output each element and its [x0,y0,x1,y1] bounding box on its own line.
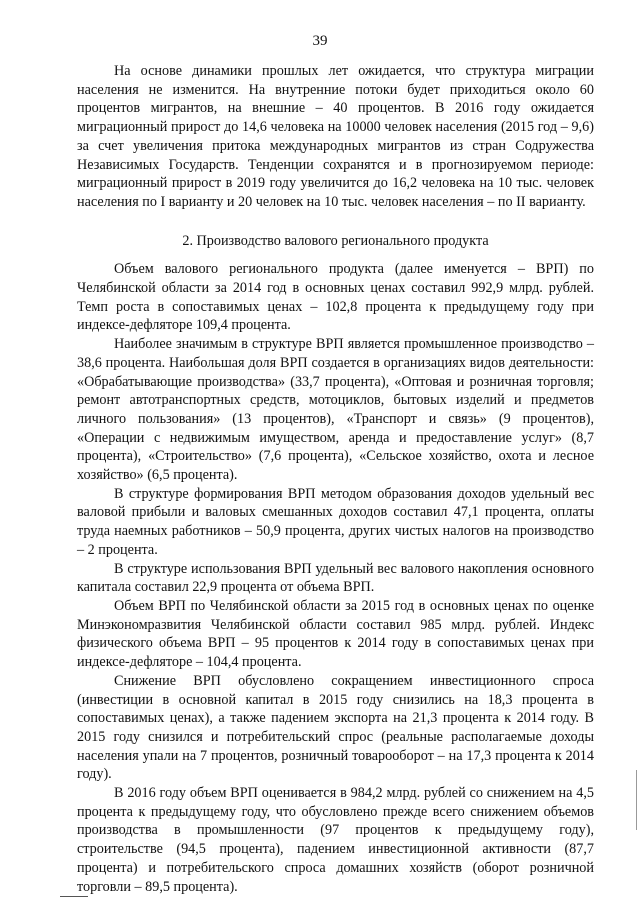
paragraph-grp-income-method: В структуре формирования ВРП методом образования доходов удельный вес валовой прибыли и валовых смешанных доходов составил 47,1 процента, оплаты труда наемных работников – 50,9 процента, других чистых налогов на производство – 2 процента. [77,485,594,558]
paragraph-grp-2016: В 2016 году объем ВРП оценивается в 984,2 млрд. рублей со снижением на 4,5 процента к предыдущему году, что обусловлено прежде всего снижением объемов производства в промышленности (97 процентов к предыдущему году), строительстве (94,5 процента), падением инвестиционной активности (87,7 процента) и потребительского спроса домашних хозяйств (оборот розничной торговли – 89,5 процента). [77,785,594,895]
paragraph-grp-decline: Снижение ВРП обусловлено сокращением инвестиционного спроса (инвестиции в основной капитал в 2015 году снизились на 18,3 процента в сопоставимых ценах), а также падением экспорта на 21,3 процента к 2014 году. В 2015 году снизился и потребительский спрос (реальные располагаемые доходы населения упали на 7 процентов, розничный товарооборот – на 17,3 процента к 2014 году). [77,672,594,783]
scan-artifact-line [60,896,88,897]
section-heading: 2. Производство валового регионального продукта [182,232,489,249]
page-number: 39 [312,33,328,49]
paragraph-grp-volume-2015: Объем ВРП по Челябинской области за 2015 год в основных ценах по оценке Минэкономразвития Челябинской области составил 985 млрд. рублей. Индекс физического объема ВРП – 95 процентов к 2014 году в сопоставимых ценах при индексе-дефляторе – 104,4 процента. [77,597,594,671]
paragraph-grp-usage: В структуре использования ВРП удельный вес валового накопления основного капитала составил 22,9 процента от объема ВРП. [77,560,594,596]
paragraph-migration: На основе динамики прошлых лет ожидается, что структура миграции населения не изменится. На внутренние потоки будет приходиться около 60 процентов мигрантов, на внешние – 40 процентов. В 2016 году ожидается миграционный прирост до 14,6 человека на 10000 человек населения (2015 год – 9,6) за счет увеличения притока международных мигрантов из стран Содружества Независимых Государств. Тенденции сохранятся и в прогнозируемом периоде: миграционный прирост в 2019 году увеличится до 16,2 человека на 10 тыс. человек населения по I варианту и 20 человек на 10 тыс. человек населения – по II варианту. [77,63,594,210]
paragraph-grp-volume-2014: Объем валового регионального продукта (далее именуется – ВРП) по Челябинской области за 2014 год в основных ценах составил 992,9 млрд. рублей. Темп роста в сопоставимых ценах – 102,8 процента к предыдущему году при индексе-дефляторе 109,4 процента. [77,261,594,334]
scan-artifact-edge [636,770,637,830]
paragraph-grp-structure: Наиболее значимым в структуре ВРП является промышленное производство – 38,6 процента. Наибольшая доля ВРП создается в организациях видов деятельности: «Обрабатывающие производства» (33,7 процента), «Оптовая и розничная торговля; ремонт автотранспортных средств, мотоциклов, бытовых изделий и предметов личного пользования» (13 процентов), «Транспорт и связь» (9 процентов), «Операции с недвижимым имуществом, аренда и предоставление услуг» (8,7 процента), «Строительство» (7,6 процента), «Сельское хозяйство, охота и лесное хозяйство» (6,5 процента). [77,336,594,484]
document-body [77,62,594,896]
